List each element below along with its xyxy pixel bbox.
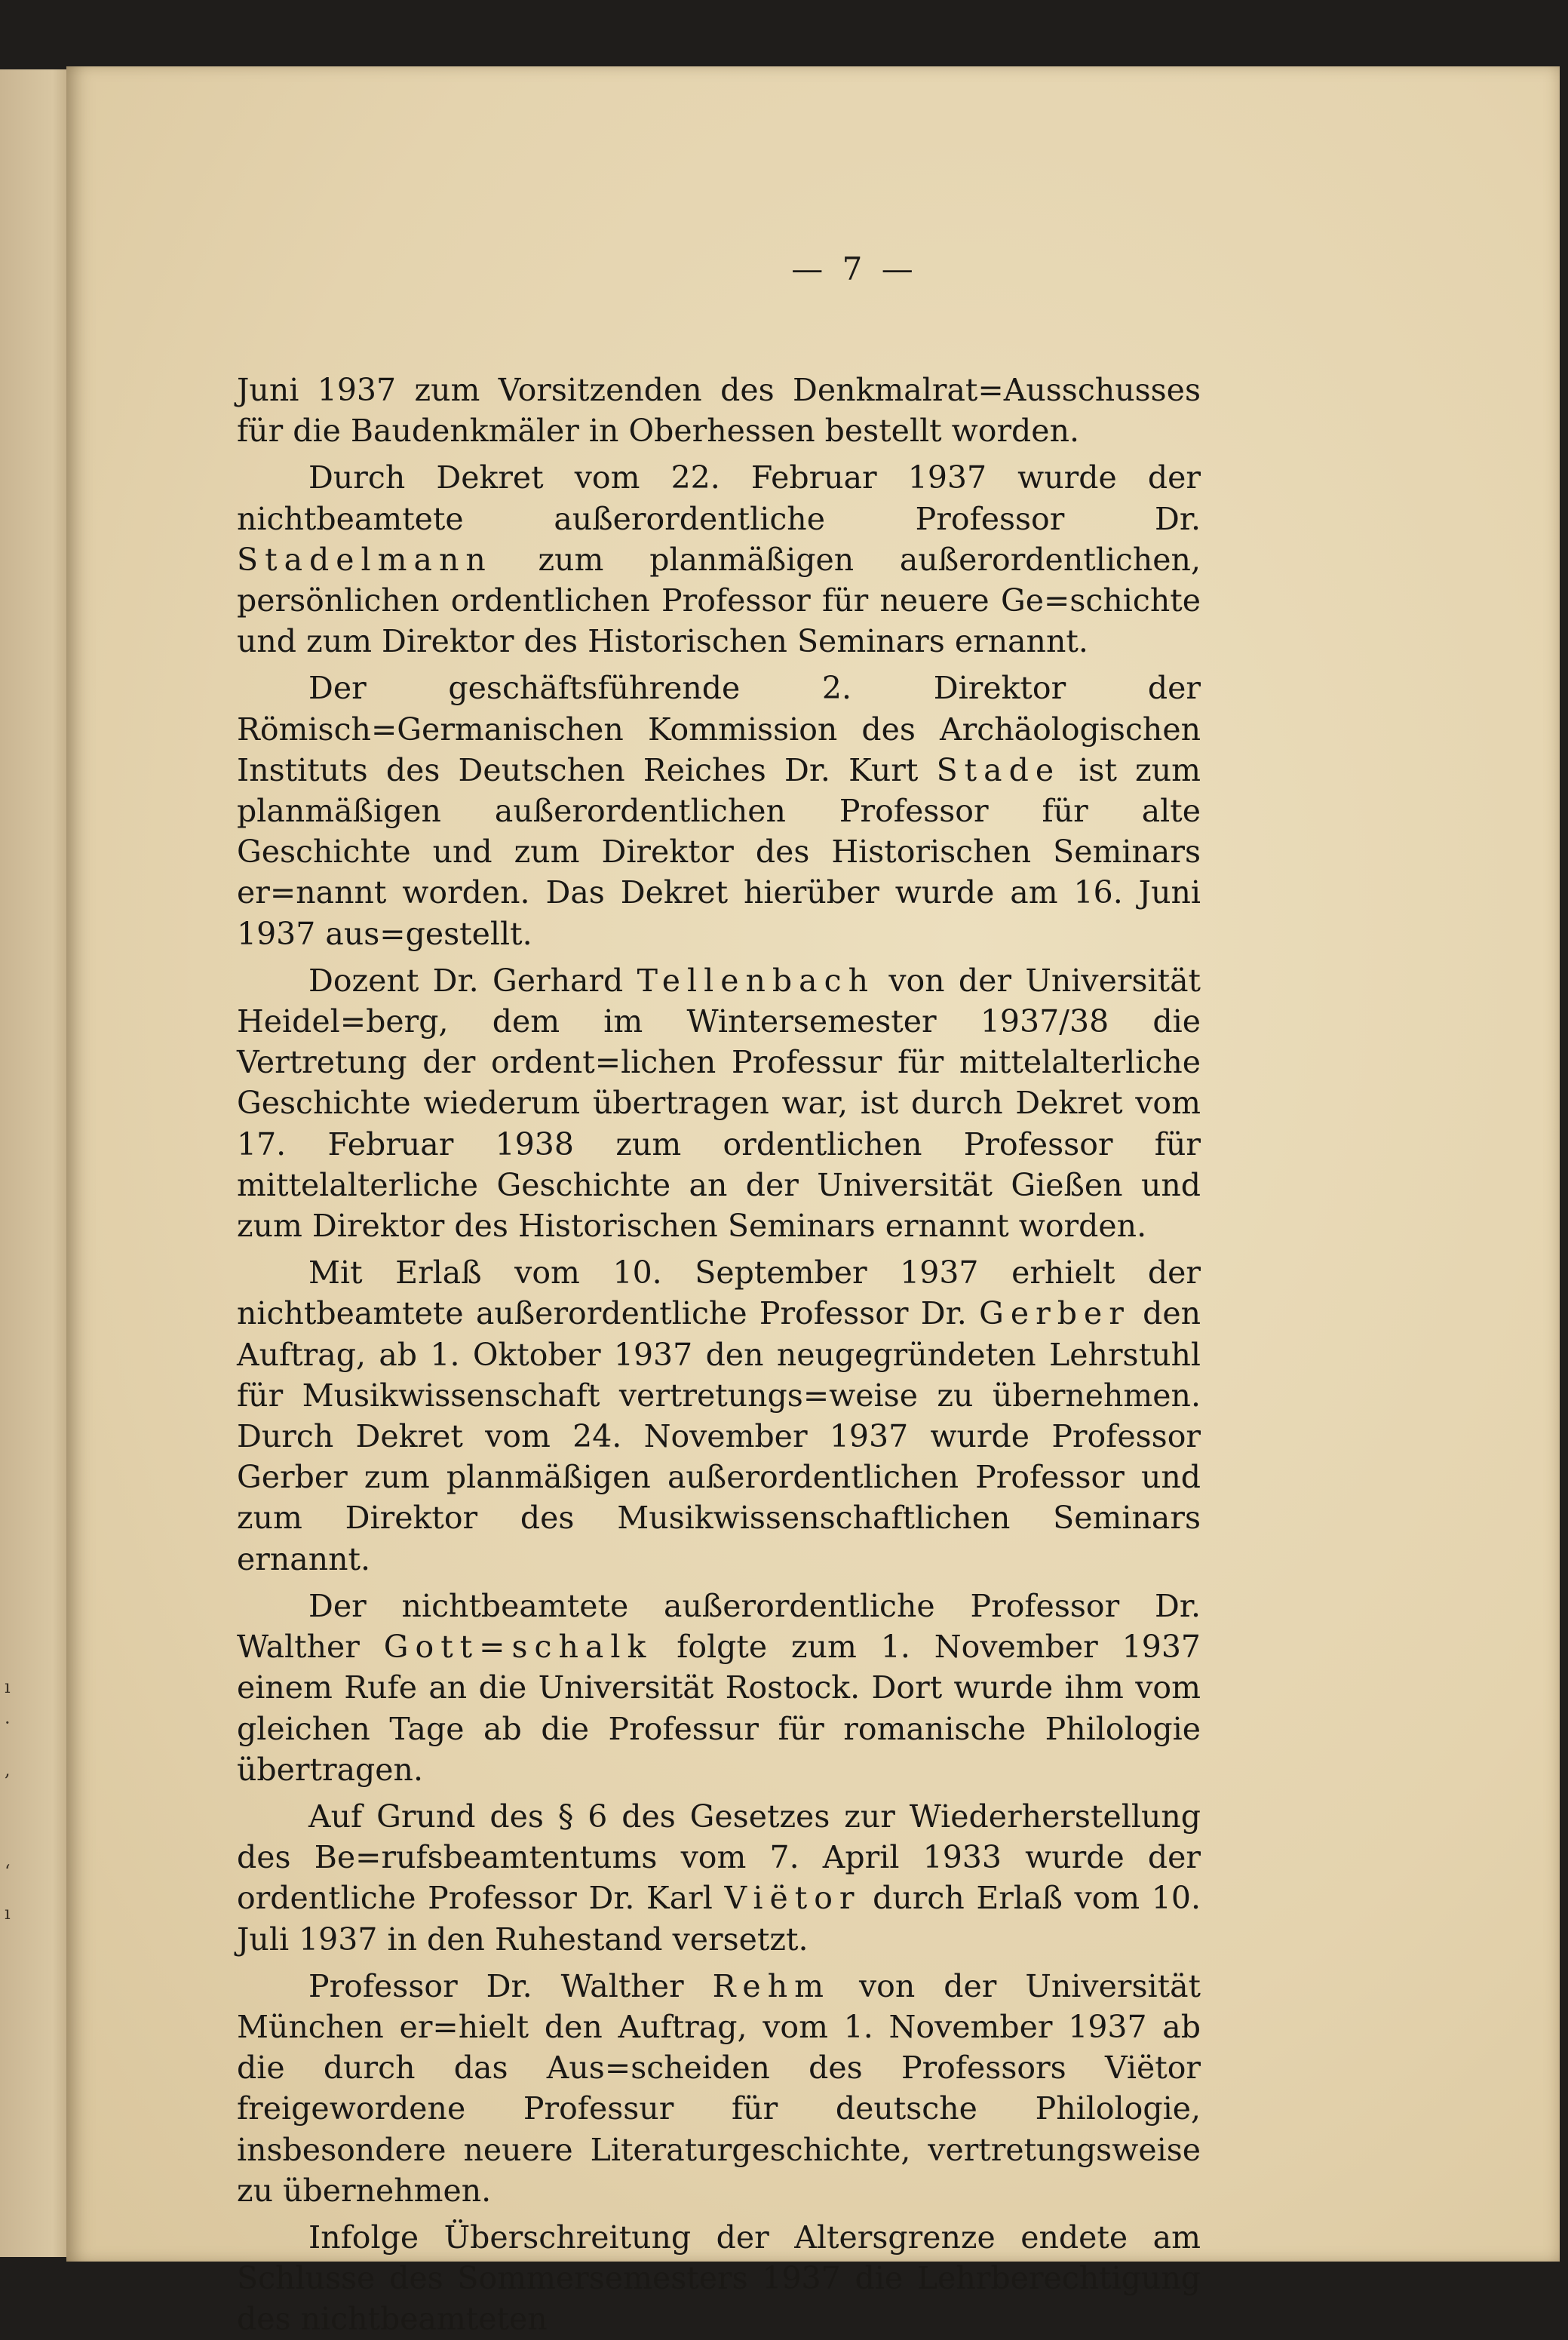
paragraph: Infolge Überschreitung der Altersgrenze endete am Schlusse des Sommersemesters 1937 die Lehrberechtigung des nichtbeamteten bbox=[237, 2219, 1201, 2338]
paragraph: Juni 1937 zum Vorsitzenden des Denkmalrat=Ausschusses für die Baudenkmäler in Oberhessen bestellt worden. bbox=[237, 372, 1201, 450]
facing-page-mark: , bbox=[5, 1759, 11, 1780]
spaced-name: Tellenbach bbox=[637, 962, 875, 999]
page-number: — 7 — bbox=[791, 250, 918, 287]
facing-page-mark: ʻ bbox=[5, 1861, 11, 1882]
book-page bbox=[66, 66, 1560, 2338]
paragraph: Durch Dekret vom 22. Februar 1937 wurde der nichtbeamtete außerordentliche Professor Dr. Stadelmann zum planmäßigen außerordentlichen, persönlichen ordentlichen Professor für neuere Ge=schichte und zum Direktor des Historischen Seminars ernannt. bbox=[237, 459, 1201, 660]
spaced-name: Gerber bbox=[979, 1295, 1131, 1332]
paragraph: Dozent Dr. Gerhard Tellenbach von der Universität Heidel=berg, dem im Wintersemester 1937/38 die Vertretung der ordent=lichen Professur für mittelalterliche Geschichte wiederum übertragen war, ist durch Dekret vom 17. Februar 1938 zum ordentlichen Professor für mittelalterliche Geschichte an der Universität Gießen und zum Direktor des Historischen Seminars ernannt worden. bbox=[237, 962, 1201, 1245]
paragraph: Der geschäftsführende 2. Direktor der Römisch=Germanischen Kommission des Archäologischen Instituts des Deutschen Reiches Dr. Kurt Stade ist zum planmäßigen außerordentlichen Professor für alte Geschichte und zum Direktor des Historischen Seminars er=nannt worden. Das Dekret hierüber wurde am 16. Juni 1937 aus=gestellt. bbox=[237, 670, 1201, 952]
paragraph: Professor Dr. Walther Rehm von der Universität München er=hielt den Auftrag, vom 1. November 1937 ab die durch das Aus=scheiden des Professors Viëtor freigewordene Professur für deutsche Philologie, insbesondere neuere Literaturgeschichte, vertretungsweise zu übernehmen. bbox=[237, 1967, 1201, 2209]
facing-page-mark: ı bbox=[5, 1676, 11, 1697]
spaced-name: Stade bbox=[936, 751, 1061, 788]
spaced-name: Viëtor bbox=[724, 1880, 861, 1917]
facing-page-edge bbox=[0, 69, 75, 2257]
paragraph: Auf Grund des § 6 des Gesetzes zur Wiederherstellung des Be=rufsbeamtentums vom 7. April 1933 wurde der ordentliche Professor Dr. Karl Viëtor durch Erlaß vom 10. Juli 1937 in den Ruhestand versetzt. bbox=[237, 1798, 1201, 1958]
paragraph: Der nichtbeamtete außerordentliche Professor Dr. Walther Gott=schalk folgte zum 1. November 1937 einem Rufe an die Universität Rostock. Dort wurde ihm vom gleichen Tage ab die Professur für romanische Philologie übertragen. bbox=[237, 1587, 1201, 1788]
spaced-name: Rehm bbox=[712, 1967, 830, 2004]
spaced-name: Stadelmann bbox=[237, 541, 492, 578]
paragraph: Mit Erlaß vom 10. September 1937 erhielt der nichtbeamtete außerordentliche Professor Dr. Gerber den Auftrag, ab 1. Oktober 1937 den neugegründeten Lehrstuhl für Musikwissenschaft vertretungs=weise zu übernehmen. Durch Dekret vom 24. November 1937 wurde Professor Gerber zum planmäßigen außerordentlichen Professor und zum Direktor des Musikwissenschaftlichen Seminars ernannt. bbox=[237, 1254, 1201, 1577]
facing-page-mark: ı bbox=[5, 1902, 11, 1924]
body-text bbox=[237, 370, 1201, 2340]
facing-page-mark: · bbox=[5, 1712, 11, 1734]
spaced-name: Gott=schalk bbox=[383, 1629, 653, 1666]
